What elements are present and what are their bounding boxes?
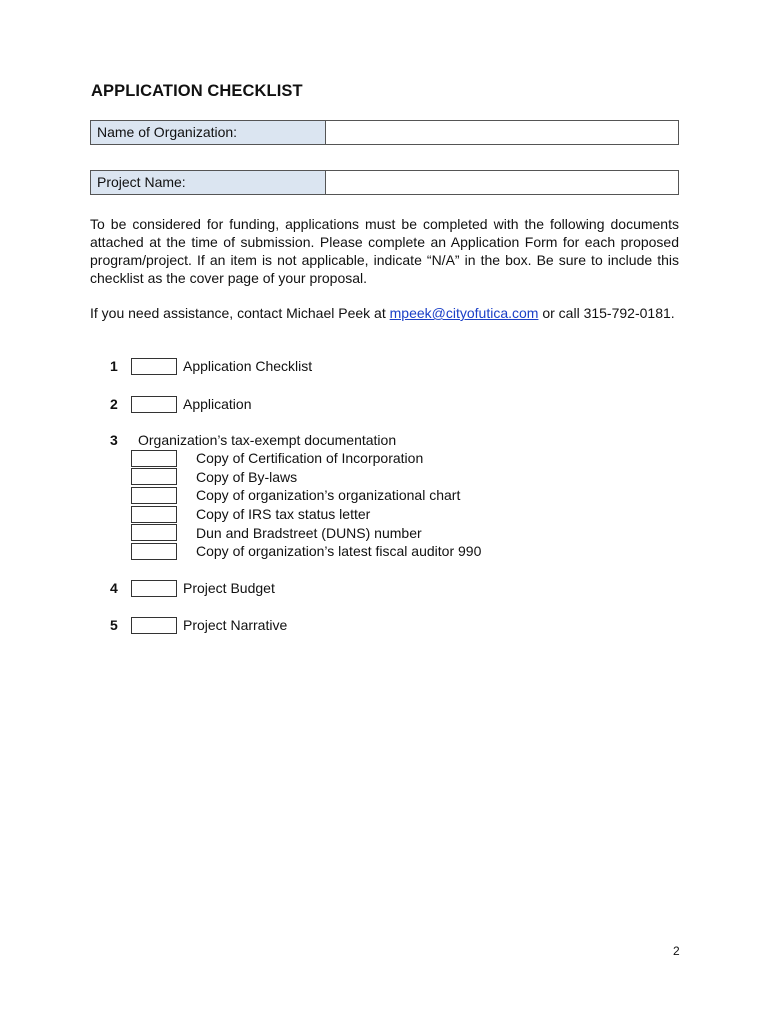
organization-name-field[interactable] xyxy=(326,121,678,144)
page-title: APPLICATION CHECKLIST xyxy=(91,82,303,100)
item-3d-checkbox[interactable] xyxy=(131,506,177,523)
item-3c-label: Copy of organization’s organizational chart xyxy=(196,487,461,503)
item-5-label: Project Narrative xyxy=(183,617,288,633)
item-3b-checkbox[interactable] xyxy=(131,468,177,485)
item-4-label: Project Budget xyxy=(183,580,275,596)
item-3c-checkbox[interactable] xyxy=(131,487,177,504)
contact-prefix: If you need assistance, contact Michael Peek at xyxy=(90,305,390,321)
item-4-number: 4 xyxy=(110,580,118,596)
project-name-label: Project Name: xyxy=(91,171,326,194)
item-2-checkbox[interactable] xyxy=(131,396,177,413)
item-3-label: Organization’s tax-exempt documentation xyxy=(138,432,397,448)
project-name-field[interactable] xyxy=(326,171,678,194)
page-number: 2 xyxy=(673,944,680,958)
item-3a-checkbox[interactable] xyxy=(131,450,177,467)
item-5-number: 5 xyxy=(110,617,118,633)
contact-paragraph xyxy=(90,304,679,322)
item-3e-label: Dun and Bradstreet (DUNS) number xyxy=(196,525,422,541)
item-1-label: Application Checklist xyxy=(183,358,313,374)
item-3f-checkbox[interactable] xyxy=(131,543,177,560)
item-2-label: Application xyxy=(183,396,252,412)
organization-name-row xyxy=(90,120,679,145)
item-3d-label: Copy of IRS tax status letter xyxy=(196,506,371,522)
contact-email-link[interactable]: mpeek@cityofutica.com xyxy=(389,305,539,321)
contact-suffix: or call 315-792-0181. xyxy=(538,305,675,321)
item-3a-label: Copy of Certification of Incorporation xyxy=(196,450,424,466)
item-3e-checkbox[interactable] xyxy=(131,524,177,541)
item-5-checkbox[interactable] xyxy=(131,617,177,634)
item-3b-label: Copy of By-laws xyxy=(196,469,298,485)
instructions-paragraph: To be considered for funding, applications must be completed with the following documents attached at the time of submission. Please complete an Application Form for each proposed program/project. If an item is not applicable, indicate “N/A” in the box. Be sure to include this checklist as the cover page of your proposal. xyxy=(90,216,679,286)
item-3-number: 3 xyxy=(110,432,118,448)
project-name-row xyxy=(90,170,679,195)
item-3f-label: Copy of organization’s latest fiscal auditor 990 xyxy=(196,543,482,559)
item-1-number: 1 xyxy=(110,358,118,374)
organization-name-label: Name of Organization: xyxy=(91,121,326,144)
item-4-checkbox[interactable] xyxy=(131,580,177,597)
item-1-checkbox[interactable] xyxy=(131,358,177,375)
item-2-number: 2 xyxy=(110,396,118,412)
